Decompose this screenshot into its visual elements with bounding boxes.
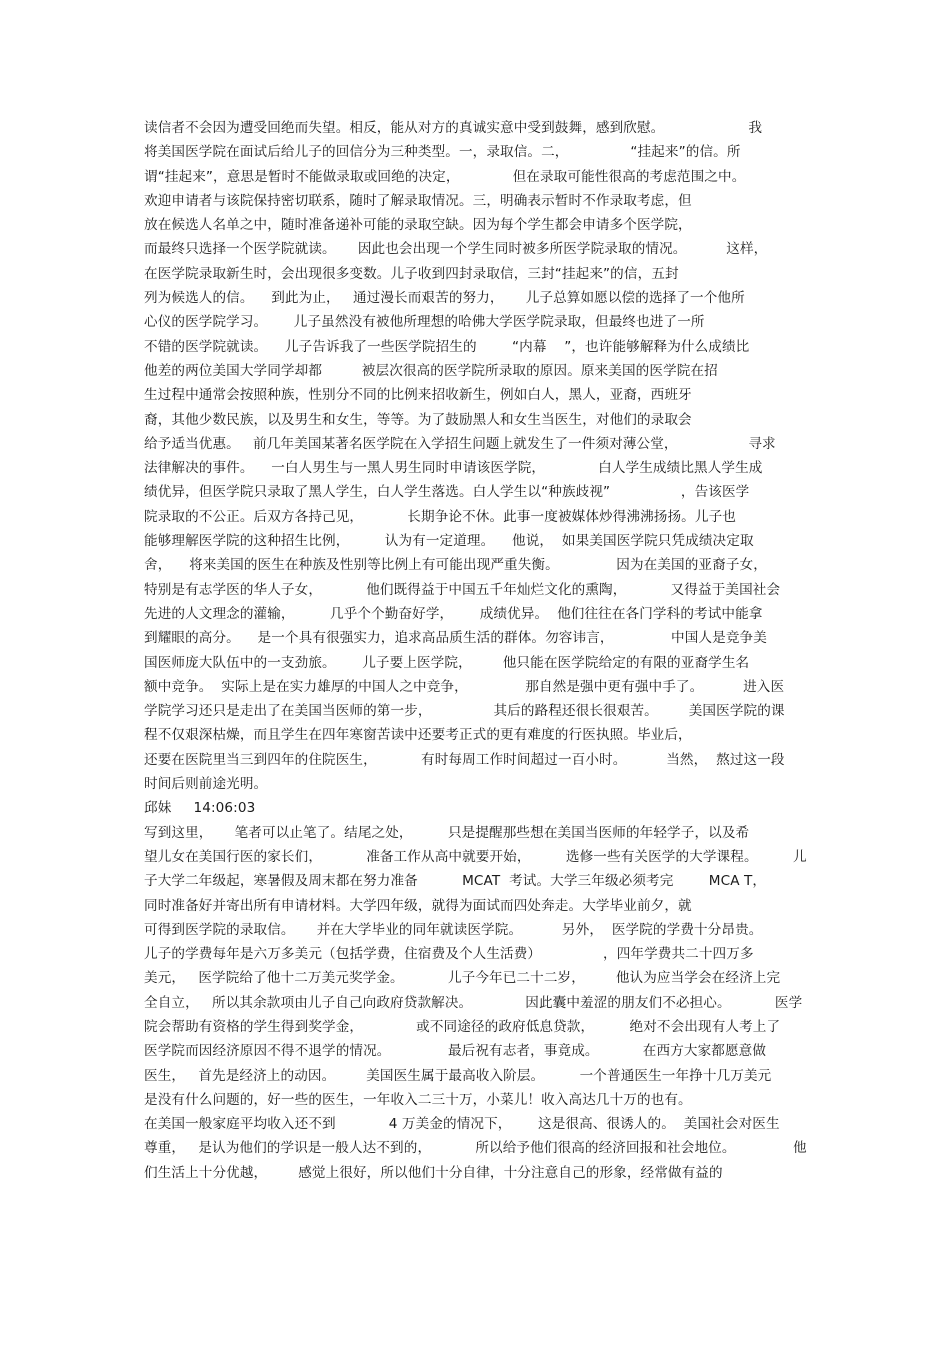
text-line: 美元， 医学院给了他十二万美元奖学金。 儿子今年已二十二岁， 他认为应当学会在经济上完: [144, 970, 781, 987]
text-line: 可得到医学院的录取信。 并在大学毕业的同年就读医学院。 另外， 医学院的学费十分昂贵。: [144, 921, 763, 938]
text-line: 院会帮助有资格的学生得到奖学金， 或不同途径的政府低息贷款， 绝对不会出现有人考上了: [144, 1018, 781, 1035]
text-line: 到耀眼的高分。 是一个具有很强实力，追求高品质生活的群体。勿容讳言， 中国人是竞争美: [144, 630, 767, 647]
text-line: 而最终只选择一个医学院就读。 因此也会出现一个学生同时被多所医学院录取的情况。 这样，: [144, 241, 768, 258]
text-line: 医学院而因经济原因不得不退学的情况。 最后祝有志者，事竟成。 在西方大家都愿意做: [144, 1043, 767, 1060]
text-line: 列为候选人的信。 到此为止， 通过漫长而艰苦的努力， 儿子总算如愿以偿的选择了一个他所: [144, 290, 745, 307]
text-line: 尊重， 是认为他们的学识是一般人达不到的， 所以给予他们很高的经济回报和社会地位。 他: [144, 1140, 807, 1157]
text-line: 先进的人文理念的灌输， 几乎个个勤奋好学， 成绩优异。 他们往往在各门学科的考试中能拿: [144, 605, 763, 622]
text-line: 在医学院录取新生时，会出现很多变数。儿子收到四封录取信，三封“挂起来”的信，五封: [144, 265, 679, 282]
text-line: 读信者不会因为遭受回绝而失望。相反，能从对方的真诚实意中受到鼓舞，感到欣慰。 我: [144, 120, 763, 136]
text-line: 医生， 首先是经济上的动因。 美国医生属于最高收入阶层。 一个普通医生一年挣十几万美元: [144, 1067, 772, 1084]
body-text: [144, 116, 824, 1185]
text-line: 还要在医院里当三到四年的住院医生， 有时每周工作时间超过一百小时。 当然， 熬过这一段: [144, 751, 785, 768]
text-line: 额中竞争。 实际上是在实力雄厚的中国人之中竞争， 那自然是强中更有强中手了。 进入医: [144, 678, 785, 695]
text-line: 们生活上十分优越， 感觉上很好，所以他们十分自律，十分注意自己的形象，经常做有益的: [144, 1164, 723, 1181]
text-line: 特别是有志学医的华人子女， 他们既得益于中国五千年灿烂文化的熏陶， 又得益于美国社会: [144, 581, 781, 598]
text-line: 儿子的学费每年是六万多美元（包括学费，住宿费及个人生活费） ，四年学费共二十四万多: [144, 946, 754, 963]
text-line: 时间后则前途光明。: [144, 776, 268, 793]
text-line: 欢迎申请者与该院保持密切联系，随时了解录取情况。三，明确表示暂时不作录取考虑，但: [144, 192, 692, 209]
text-line: 谓“挂起来”，意思是暂时不能做录取或回绝的决定， 但在录取可能性很高的考虑范围之中。: [144, 168, 746, 185]
text-line: 不错的医学院就读。 儿子告诉我了一些医学院招生的 “内幕 ”，也许能够解释为什么成绩比: [144, 338, 750, 355]
text-line: 放在候选人名单之中，随时准备递补可能的录取空缺。因为每个学生都会申请多个医学院，: [144, 217, 692, 234]
text-line: 程不仅艰深枯燥，而且学生在四年寒窗苦读中还要考正式的更有难度的行医执照。毕业后，: [144, 727, 692, 744]
text-line: 生过程中通常会按照种族，性别分不同的比例来招收新生，例如白人，黑人，亚裔，西班牙: [144, 387, 692, 404]
text-line: 给予适当优惠。 前几年美国某著名医学院在入学招生问题上就发生了一件须对薄公堂， 寻求: [144, 435, 776, 452]
text-line: 写到这里， 笔者可以止笔了。结尾之处， 只是提醒那些想在美国当医师的年轻学子，以及希: [144, 824, 750, 841]
text-line: 法律解决的事件。 一白人男生与一黑人男生同时申请该医学院， 白人学生成绩比黑人学生成: [144, 460, 763, 477]
text-line: 在美国一般家庭平均收入还不到 4 万美金的情况下， 这是很高、很诱人的。 美国社会对医生: [144, 1116, 780, 1133]
text-line: 绩优异，但医学院只录取了黑人学生，白人学生落选。白人学生以“种族歧视” ，告该医学: [144, 484, 750, 501]
text-line: 望儿女在美国行医的家长们， 准备工作从高中就要开始， 选修一些有关医学的大学课程。 儿: [144, 848, 807, 865]
text-line: 裔，其他少数民族，以及男生和女生，等等。为了鼓励黑人和女生当医生，对他们的录取会: [144, 411, 692, 428]
text-line: 同时准备好并寄出所有申请材料。大学四年级，就得为面试而四处奔走。大学毕业前夕，就: [144, 897, 692, 914]
text-line: 全自立， 所以其余款项由儿子自己向政府贷款解决。 因此囊中羞涩的朋友们不必担心。 医学: [144, 994, 803, 1011]
text-line: 他差的两位美国大学同学却都 被层次很高的医学院所录取的原因。原来美国的医学院在招: [144, 362, 718, 379]
text-line: 舍， 将来美国的医生在种族及性别等比例上有可能出现严重失衡。 因为在美国的亚裔子女，: [144, 557, 767, 574]
text-line: 院录取的不公正。后双方各持己见， 长期争论不休。此事一度被媒体炒得沸沸扬扬。儿子也: [144, 508, 736, 525]
text-line: 能够理解医学院的这种招生比例， 认为有一定道理。 他说， 如果美国医学院只凭成绩决定取: [144, 533, 754, 550]
text-line: 学院学习还只是走出了在美国当医师的第一步， 其后的路程还很长很艰苦。 美国医学院的课: [144, 703, 785, 720]
timestamp-line: 邱妹 14:06:03: [144, 800, 256, 817]
text-line: 国医师庞大队伍中的一支劲旅。 儿子要上医学院， 他只能在医学院给定的有限的亚裔学生名: [144, 654, 750, 671]
text-line: 是没有什么问题的，好一些的医生，一年收入二三十万，小菜儿！收入高达几十万的也有。: [144, 1091, 692, 1108]
text-line: 子大学二年级起，寒暑假及周末都在努力准备 MCAT 考试。大学三年级必须考完 MCA T，: [144, 873, 767, 890]
text-line: 将美国医学院在面试后给儿子的回信分为三种类型。一，录取信。二， “挂起来”的信。所: [144, 144, 741, 161]
text-line: 心仪的医学院学习。 儿子虽然没有被他所理想的哈佛大学医学院录取，但最终也进了一所: [144, 314, 705, 331]
